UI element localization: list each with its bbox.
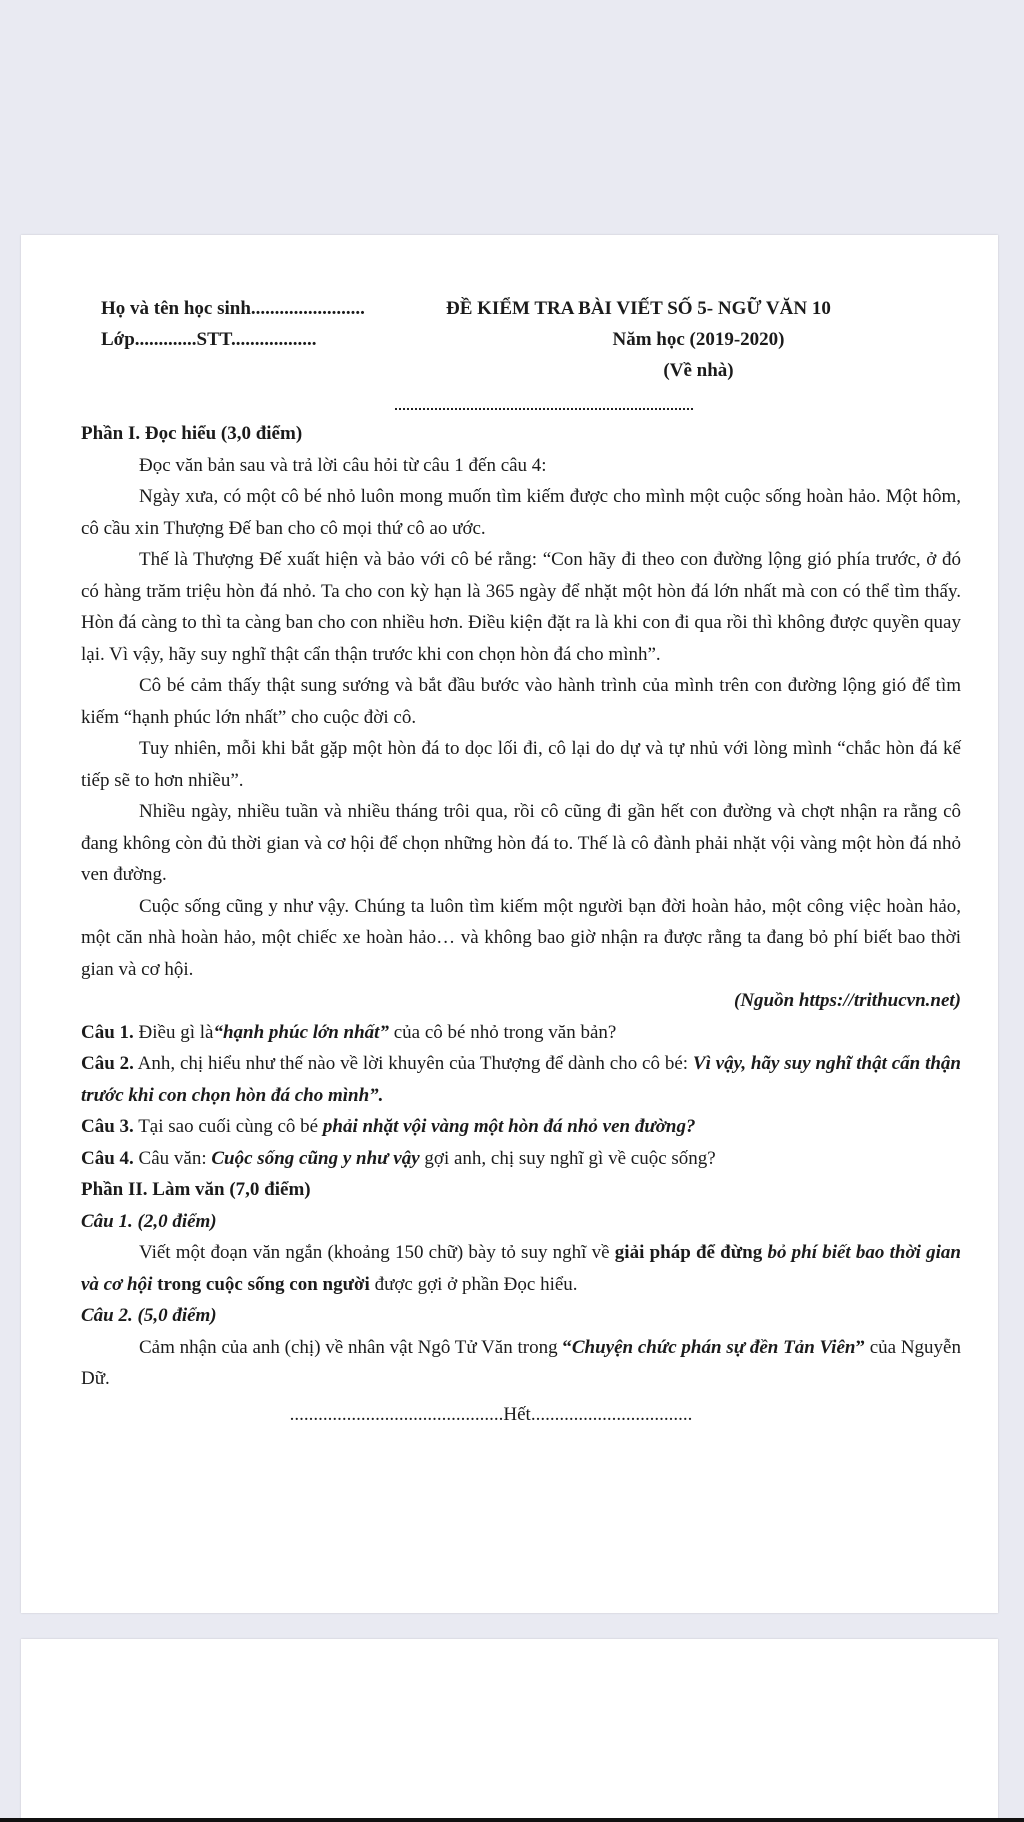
c1-text-e: được gợi ở phần Đọc hiểu. — [369, 1273, 578, 1295]
question-3 — [81, 1111, 961, 1143]
part2-title: Phần II. Làm văn (7,0 điểm) — [81, 1179, 311, 1200]
header-row-1 — [81, 293, 961, 324]
passage-paragraph: Cuộc sống cũng y như vậy. Chúng ta luôn tìm kiếm một người bạn đời hoàn hảo, một công việc hoàn hảo, một căn nhà hoàn hảo, một chiếc xe hoàn hảo… và không bao giờ nhận ra được rằng ta đang bỏ phí biết bao thời gian và cơ hội. — [81, 895, 961, 980]
c2-text-a: Cảm nhận của anh (chị) về nhân vật Ngô Tử Văn trong — [139, 1336, 563, 1358]
passage-paragraph: Nhiều ngày, nhiều tuần và nhiều tháng trôi qua, rồi cô cũng đi gần hết con đường và chợt nhận ra rằng cô đang không còn đủ thời gian và cơ hội để chọn những hòn đá to. Thế là cô đành phải nhặt vội vàng một hòn đá nhỏ ven đường. — [81, 801, 961, 885]
part2-c1-title: Câu 1. (2,0 điểm) — [81, 1210, 217, 1232]
part2-c1-prompt — [81, 1237, 961, 1300]
question-2 — [81, 1048, 961, 1111]
header-row-2 — [81, 324, 961, 355]
part2-c2-prompt — [81, 1332, 961, 1395]
c2-text-d: ” — [855, 1336, 865, 1358]
exam-note: (Về nhà) — [663, 360, 734, 381]
q1-text-b: “hạnh phúc lớn nhất” — [213, 1021, 389, 1043]
class-line: Lớp.............STT.................. — [101, 329, 317, 350]
next-page — [21, 1639, 998, 1822]
c2-text-e: của Nguyễn Dữ. — [81, 1336, 961, 1389]
passage-paragraph: Cô bé cảm thấy thật sung sướng và bắt đầu bước vào hành trình của mình trên con đường lộng gió để tìm kiếm “hạnh phúc lớn nhất” cho cuộc đời cô. — [81, 675, 961, 728]
c1-text-d: trong cuộc sống con người — [152, 1273, 370, 1295]
exam-title: ĐỀ KIỂM TRA BÀI VIẾT SỐ 5- NGỮ VĂN 10 — [446, 298, 831, 319]
end-marker: .............................................Hết.................................. — [289, 1403, 693, 1425]
q2-label: Câu 2. — [81, 1053, 134, 1074]
bottom-edge — [0, 1818, 1024, 1822]
question-1 — [81, 1017, 961, 1049]
part2-c2-title: Câu 2. (5,0 điểm) — [81, 1305, 217, 1326]
q2-text-b: Vì vậy, hãy suy nghĩ thật cẩn thận trước khi con chọn hòn đá cho mình”. — [81, 1053, 961, 1106]
exam-content — [81, 293, 961, 1430]
school-year: Năm học (2019-2020) — [612, 329, 785, 350]
question-4 — [81, 1143, 961, 1175]
c1-text-a: Viết một đoạn văn ngắn (khoảng 150 chữ) bày tỏ suy nghĩ về — [139, 1242, 615, 1263]
q3-text-a: Tại sao cuối cùng cô bé — [133, 1116, 323, 1137]
q4-text-b: Cuộc sống cũng y như vậy — [211, 1147, 420, 1169]
q4-label: Câu 4. — [81, 1147, 134, 1169]
part1-instruction: Đọc văn bản sau và trả lời câu hỏi từ câu 1 đến câu 4: — [139, 454, 547, 476]
passage-paragraph: Thế là Thượng Đế xuất hiện và bảo với cô bé rằng: “Con hãy đi theo con đường lộng gió phía trước, ở đó có hàng trăm triệu hòn đá nhỏ. Ta cho con kỳ hạn là 365 ngày để nhặt một hòn đá lớn nhất mà con có thể tìm thấy. Hòn đá càng to thì ta càng ban cho con nhiều hơn. Điều kiện đặt ra là khi con đi qua rồi thì không được quyền quay lại. Vì vậy, hãy suy nghĩ thật cẩn thận trước khi con chọn hòn đá cho mình”. — [81, 549, 961, 665]
passage-source: (Nguồn https://trithucvn.net) — [734, 990, 961, 1011]
c2-text-b: “ — [562, 1336, 572, 1358]
q1-text-c: của cô bé nhỏ trong văn bản? — [388, 1021, 617, 1043]
q2-text-a: Anh, chị hiểu như thế nào về lời khuyên của Thượng để dành cho cô bé: — [133, 1053, 693, 1074]
passage-paragraph: Tuy nhiên, mỗi khi bắt gặp một hòn đá to dọc lối đi, cô lại do dự và tự nhủ với lòng mình “chắc hòn đá kế tiếp sẽ to hơn nhiều”. — [81, 738, 961, 791]
c1-text-b: giải pháp để đừng — [614, 1242, 768, 1263]
exam-page — [21, 235, 998, 1613]
q4-text-c: gợi anh, chị suy nghĩ gì về cuộc sống? — [419, 1147, 716, 1169]
header-divider — [395, 408, 693, 418]
part1-title: Phần I. Đọc hiểu (3,0 điểm) — [81, 423, 303, 444]
student-name-line: Họ và tên học sinh........................ — [101, 298, 365, 319]
q3-label: Câu 3. — [81, 1116, 134, 1137]
header-row-3 — [81, 355, 961, 386]
q3-text-b: phải nhặt vội vàng một hòn đá nhỏ ven đường? — [322, 1116, 696, 1137]
c1-text-c: bỏ phí biết bao thời gian và cơ hội — [81, 1242, 961, 1295]
q1-text-a: Điều gì là — [133, 1021, 214, 1043]
c2-text-c: Chuyện chức phán sự đền Tản Viên — [571, 1336, 856, 1358]
q4-text-a: Câu văn: — [133, 1147, 212, 1169]
passage-paragraph: Ngày xưa, có một cô bé nhỏ luôn mong muốn tìm kiếm được cho mình một cuộc sống hoàn hảo. Một hôm, cô cầu xin Thượng Đế ban cho cô mọi thứ cô ao ước. — [81, 486, 961, 539]
q1-label: Câu 1. — [81, 1021, 134, 1043]
